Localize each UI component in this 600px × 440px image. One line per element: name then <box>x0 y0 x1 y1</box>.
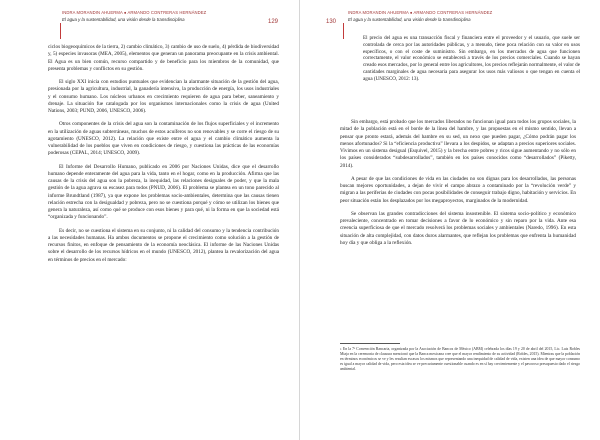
footnote-text: En la 7ª Convención Bancaria, organizada por la Asociación de Bancos de México (ABM) celebrada los días 19 y 20 de abril del 2015, Lic. Luis Robles Miaja en la ceremonia de clausura mencionó que la Banca mexicana cree que el mayor rendimiento de su actividad (Robles, 2015). Mientras que la población en términos económicos se ve y les resultan escasos los mismos que representando una inequidad de calidad de vida, existen una idea de que mayor consumo es igual a mayor calidad de vida, pero esta idea se ve precariamente cuestionable cuando es en sí hay crecientemente y el pavoroso presupuesto dado el riesgo ambiental. <box>340 347 580 372</box>
footnote <box>340 347 580 372</box>
paragraph: Se observan las grandes contradicciones del sistema insostenible. El sistema socio-político y económico prevaleciente, concentrado en tomar decisiones a favor de lo económico y sin reparo por la vida. Ante esa creencia superficiosa de que el mercado resolverá los problemas sociales y ambientales (Naredo, 1996). En esta situación de alta complejidad, con datos duros alarmantes, que reflejan los problemas que enfrenta la humanidad hoy día y que obliga a la reflexión. <box>340 210 576 246</box>
paragraph: El siglo XXI inicia con estudios puntuales que evidencian la alarmante situación de la gestión del agua, presionada por la agricultura, industrial, la ganadería intensiva, la producción de energía, los usos industriales y el consumo humano. Los núcleos urbanos en crecimiento requieren de agua para beber, saneamiento y drenaje. La situación fue catalogada por los organismos internacionales como la crisis de agua (United Nations, 2003; PUND, 2006, UNESCO, 2006). <box>48 79 279 114</box>
right-header-title: El agua y la sustentabilidad, una visión desde la transdisciplina <box>348 17 471 22</box>
left-body-text <box>48 44 279 270</box>
footnote-divider <box>340 343 400 344</box>
paragraph: El Informe del Desarrollo Humano, publicado en 2006 por Naciones Unidas, dice que el desarrollo humano depende enteramente del agua para la vida, tanto en el hogar, como en la producción. Afirma que las causas de la crisis del agua son la pobreza, la inequidad, las relaciones desiguales de poder, y que la mala gestión de la agua agrava su escasez para todos (PNUD, 2006). El problema se plantea en un tono parecido al informe Brundtland (1987), ya que expone los problemas socio-ambientales, determina que las causas tienen relación estrecha con la desigualdad y pobreza, pero no se cuestiona porqué y cómo se utilizan los bienes que genera la naturaleza, así como qué se produce con esos bienes y para qué, ni la forma en que la sociedad está “organizada y funcionando”. <box>48 163 279 221</box>
right-body-text <box>340 119 576 253</box>
left-header-title: El agua y la sustentabilidad, una visión desde la transdisciplina <box>62 17 185 22</box>
right-page-number: 130 <box>326 19 337 25</box>
left-header-authors: INDRA MORANDIN AHUERMA ● ARMANDO CONTRERAS HERNÁNDEZ <box>62 10 207 15</box>
footnote-marker: 1 <box>340 347 342 351</box>
right-page <box>300 0 600 440</box>
paragraph: Es decir, no se cuestiona el sistema en su conjunto, ni la calidad del consumo y la tendencia contribución a las necesidades humanas. Ha ambos documentos se propone el crecimiento como solución a la gestión de recursos finitos, en enfoque de pensamiento de la economía neoclásica. El informe de las Naciones Unidas sobre el desarrollo de los recursos hídricos en el mundo (UNESCO, 2012), plantea la revalorización del agua en términos de precios en el mercado: <box>48 227 279 263</box>
paragraph: Otros componentes de la crisis del agua son la contaminación de los flujos superficiales y el incremento en la utilización de aguas subterráneas, muchos de estos acuíferos no son renovables y se corre el riesgo de su agotamiento (UNESCO, 2012). La relación que existe entre el agua y el cambio climático aumenta la vulnerabilidad de los pueblos que viven en condiciones de riesgo, y cuestiona las prácticas de las economías poderosas (CEPAL, 2014; UNESCO, 2009). <box>48 121 279 157</box>
paragraph: A pesar de que las condiciones de vida en las ciudades no son dignas para los desarrollados, las personas buscan mejores oportunidades, a dejan de vivir el campo abrazo a contaminado por la “revolución verde” y migran a las periferias de ciudades con pocas posibilidades de conseguir trabajo digno, habitación y servicios. En peor situación están los desplazados por los megaproyectos, marginados de la modernidad. <box>340 175 576 204</box>
right-header-authors: INDRA MORANDIN AHUERMA ● ARMANDO CONTRERAS HERNÁNDEZ <box>348 10 493 15</box>
paragraph: ciclos biogeoquímicos de la tierra, 2) cambio climático, 3) cambio de uso de suelo, 4) pérdida de biodiversidad y, 5) especies invasoras (MEA, 2005), elementos que generan un panorama preocupante en la crisis ambiental. El Agua es un bien común, recurso compartido y de beneficio para los miembros de la comunidad, que presenta problemas y conflictos en su gestión. <box>48 44 279 72</box>
left-header-rule <box>60 23 61 39</box>
right-running-header <box>348 10 548 22</box>
left-running-header <box>62 10 252 22</box>
paragraph: Sin embargo, está probado que los mercados liberados no funcionan igual para todos los grupos sociales, la mitad de la población está en el borde de la línea del hambre, y las propuestas en el mismo sentido, llevan a pensar que pronto estará, además del hambre en su sed, un nexo que pueden pagar, ¿Cómo podrán pagar los menos afortunados? Si la “eficiencia productiva” llevara a los despidos, se adaptan a precios superiores sociales. Vivimos en un sistema desigual (Esquivel, 2015) y la brecha entre pobres y ricos sigue aumentando y no sólo en los países considerados “subdesarrollados”, también en los países conocidos como “desarrollados” (Piketty, 2014). <box>340 119 576 169</box>
left-page-number: 129 <box>268 19 279 25</box>
quote-text: El precio del agua es una transacción fiscal y financiera entre el proveedor y el usuario, que suele ser controlada de cerca por las autoridades públicas, y a menudo, tiene poca relación con su valor en usos específicos, o con el coste de suministro. Sin embargo, en los mercados de agua que funcionen correctamente, el valor económico se establecerá a través de los precios comerciales. Cuando se hayan creado esos mercados, por lo general entre los agricultores, los precios reflejarán normalmente, el valor de cantidades marginales de agua necesaria para asegurar los usos más valiosos o que tengan en cuenta el agua (UNESCO, 2012: 13). <box>363 35 580 82</box>
block-quote <box>363 35 580 83</box>
right-header-rule <box>343 23 344 39</box>
